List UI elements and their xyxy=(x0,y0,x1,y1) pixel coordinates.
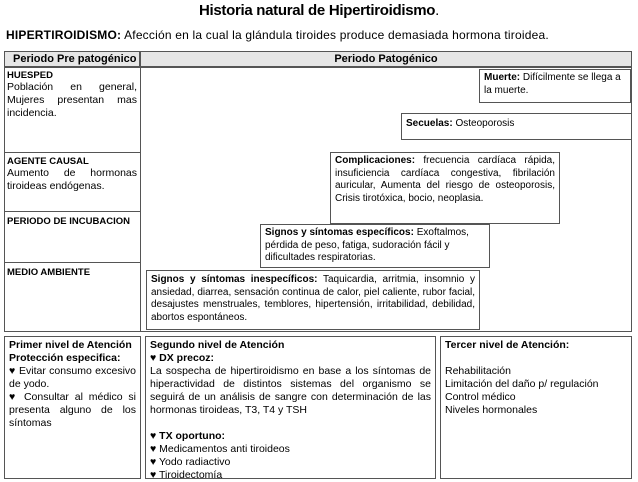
muerte-label: Muerte: xyxy=(484,72,521,83)
segundo-nivel-box xyxy=(145,336,436,479)
definition xyxy=(6,28,636,42)
complicaciones-label: Complicaciones: xyxy=(335,155,416,166)
tercer-nivel-title: Tercer nivel de Atención: xyxy=(445,339,570,351)
secuelas-text: Osteoporosis xyxy=(452,118,515,129)
agente-text: Aumento de hormonas tiroideas endógenas. xyxy=(7,167,137,192)
tercer-nivel-item: Control médico xyxy=(445,391,516,403)
incubacion-label: PERIODO DE INCUBACION xyxy=(7,216,130,227)
definition-text: Afección en la cual la glándula tiroides produce demasiada hormona tiroidea. xyxy=(121,28,549,42)
tercer-nivel-item: Niveles hormonales xyxy=(445,404,538,416)
complicaciones-text: frecuencia cardíaca rápida, insuficiencia cardíaca congestiva, fibrilación auricular, Aumenta del riesgo de osteoporosis, Crisis tirotóxica, bocio, neoplasia. xyxy=(335,155,555,204)
period-divider xyxy=(140,67,141,332)
dx-precoz-text: La sospecha de hipertiroidismo en base a los síntomas de hiperactividad de distintos sistemas del organismo se seguirá de un análisis de sangre con determinación de las hormonas tiroideas, T3, T4 y TSH xyxy=(150,365,431,416)
medio-label: MEDIO AMBIENTE xyxy=(7,267,91,278)
row-divider-1 xyxy=(4,152,141,153)
header-pre-pathogenic: Periodo Pre patogénico xyxy=(4,51,140,67)
especificos-label: Signos y síntomas específicos: xyxy=(265,227,414,238)
primer-nivel-item: ♥ Evitar consumo excesivo de yodo. xyxy=(9,365,136,390)
muerte-text: Difícilmente se llega a la muerte. xyxy=(484,72,621,96)
huesped-cell xyxy=(7,70,137,120)
tercer-nivel-box xyxy=(440,336,632,479)
especificos-box xyxy=(260,224,490,268)
segundo-nivel-title: Segundo nivel de Atención xyxy=(150,339,285,351)
primer-nivel-item: ♥ Consultar al médico si presenta alguno de los síntomas xyxy=(9,391,136,429)
secuelas-box xyxy=(401,113,632,140)
tx-item: ♥ Yodo radiactivo xyxy=(150,456,231,468)
row-divider-2 xyxy=(4,211,141,212)
agente-label: AGENTE CAUSAL xyxy=(7,156,89,167)
inespecificos-label: Signos y síntomas inespecíficos: xyxy=(151,274,318,285)
secuelas-label: Secuelas: xyxy=(406,118,453,129)
primer-nivel-box xyxy=(4,336,141,479)
complicaciones-box xyxy=(330,152,560,224)
muerte-box xyxy=(479,69,631,103)
title-text: Historia natural de Hipertiroidismo xyxy=(198,2,436,19)
tercer-nivel-item: Limitación del daño p/ regulación xyxy=(445,378,599,390)
page-title xyxy=(0,2,638,19)
definition-term: HIPERTIROIDISMO: xyxy=(6,28,122,42)
primer-nivel-title: Primer nivel de Atención xyxy=(9,339,132,351)
inespecificos-text: Taquicardia, arritmia, insomnio y ansiedad, diarrea, sensación continua de calor, piel caliente, rubor facial, desajustes menstruales, temblores, hipertensión, irritabilidad, debilidad, abortos espontáneos. xyxy=(151,274,475,323)
tercer-nivel-item: Rehabilitación xyxy=(445,365,511,377)
huesped-label: HUESPED xyxy=(7,70,53,81)
tx-item: ♥ Medicamentos anti tiroideos xyxy=(150,443,290,455)
tx-oportuno-title: ♥ TX oportuno: xyxy=(150,430,226,442)
especificos-text: Exoftalmos, pérdida de peso, fatiga, sudoración fácil y dificultades respiratorias. xyxy=(265,227,469,263)
title-suffix: . xyxy=(435,2,440,19)
row-divider-3 xyxy=(4,262,141,263)
primer-nivel-subtitle: Protección especifica: xyxy=(9,352,121,364)
header-pathogenic: Periodo Patogénico xyxy=(140,51,632,67)
huesped-text: Población en general, Mujeres presentan mas incidencia. xyxy=(7,81,137,119)
agente-cell xyxy=(7,156,137,193)
inespecificos-box xyxy=(146,270,480,330)
tx-item: ♥ Tiroidectomía xyxy=(150,469,223,481)
dx-precoz-title: ♥ DX precoz: xyxy=(150,352,214,364)
